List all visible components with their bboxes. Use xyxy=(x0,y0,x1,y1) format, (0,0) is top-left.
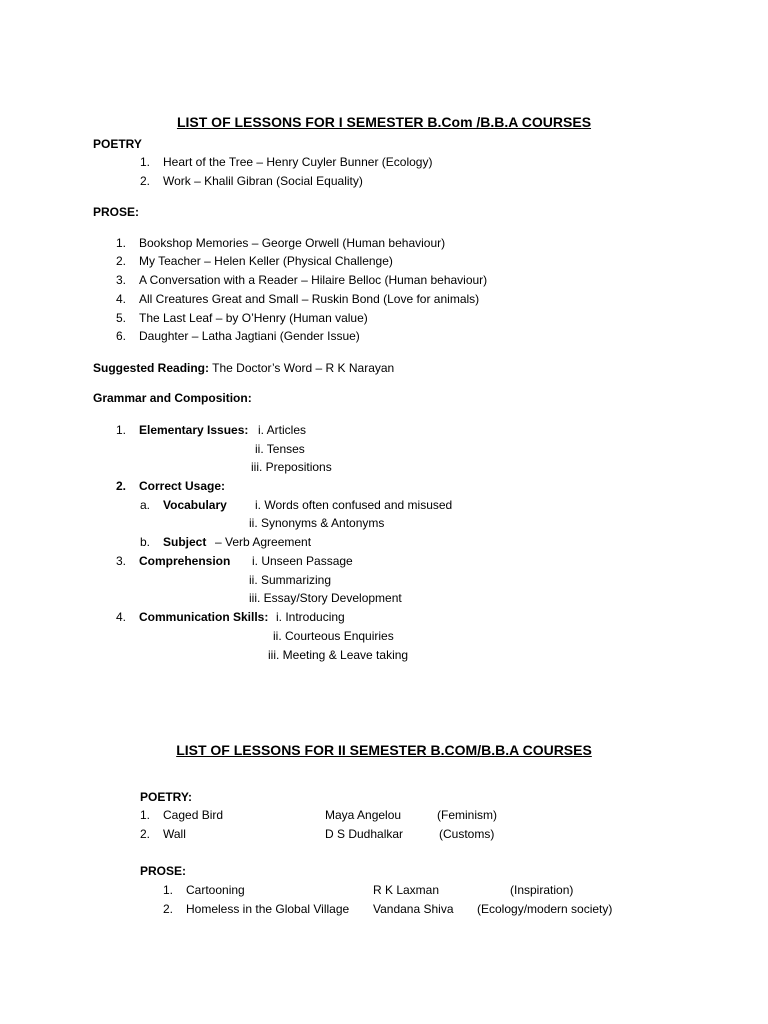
list-item-number: 1. xyxy=(116,423,127,437)
grammar-item-label: Elementary Issues: xyxy=(139,423,249,437)
list-item-author: R K Laxman xyxy=(373,883,440,897)
suggested-reading xyxy=(93,361,394,375)
list-item-number: 4. xyxy=(116,292,127,306)
list-item: All Creatures Great and Small – Ruskin Bond (Love for animals) xyxy=(139,292,480,306)
list-item-title: Caged Bird xyxy=(163,808,224,822)
sem1-poetry-heading: POETRY xyxy=(93,137,142,151)
list-item-number: 4. xyxy=(116,610,127,624)
list-item-number: 1. xyxy=(116,236,127,250)
list-item-number: 3. xyxy=(116,273,127,287)
grammar-subitem: i. Unseen Passage xyxy=(252,554,353,568)
list-item-number: 1. xyxy=(140,155,151,169)
grammar-item-label: Correct Usage: xyxy=(139,479,226,493)
grammar-subitem: iii. Essay/Story Development xyxy=(249,591,402,605)
list-item-author: D S Dudhalkar xyxy=(325,827,404,841)
sem2-prose-heading: PROSE: xyxy=(140,864,187,878)
grammar-item-label: Communication Skills: xyxy=(139,610,269,624)
grammar-heading: Grammar and Composition: xyxy=(93,391,252,405)
list-item-number: 1. xyxy=(163,883,174,897)
list-item-theme: (Feminism) xyxy=(437,808,497,822)
list-item-number: 2. xyxy=(163,902,174,916)
sem2-title: LIST OF LESSONS FOR II SEMESTER B.COM/B.B.A COURSES xyxy=(176,742,592,758)
grammar-subitem-label: Vocabulary xyxy=(163,498,227,512)
grammar-subitem-label: Subject xyxy=(163,535,207,549)
list-item-theme: (Inspiration) xyxy=(510,883,574,897)
list-item: Work – Khalil Gibran (Social Equality) xyxy=(163,174,363,188)
list-item-number: 1. xyxy=(140,808,151,822)
grammar-subitem: ii. Courteous Enquiries xyxy=(273,629,394,643)
list-item-number: 5. xyxy=(116,311,127,325)
grammar-subitem: iii. Meeting & Leave taking xyxy=(268,648,409,662)
list-item-number: 2. xyxy=(116,479,127,493)
grammar-subitem: ii. Synonyms & Antonyms xyxy=(249,516,385,530)
list-item-number: 6. xyxy=(116,329,127,343)
grammar-subitem: ii. Summarizing xyxy=(249,573,332,587)
grammar-subitem: i. Introducing xyxy=(276,610,345,624)
list-item: My Teacher – Helen Keller (Physical Challenge) xyxy=(139,254,393,268)
list-item-author: Maya Angelou xyxy=(325,808,402,822)
list-item: The Last Leaf – by O’Henry (Human value) xyxy=(139,311,368,325)
list-item-theme: (Ecology/modern society) xyxy=(477,902,613,916)
list-item-number: 2. xyxy=(116,254,127,268)
sem2-poetry-heading: POETRY: xyxy=(140,790,193,804)
suggested-reading-text: The Doctor’s Word – R K Narayan xyxy=(212,361,395,375)
grammar-subitem: i. Articles xyxy=(258,423,307,437)
list-item-letter: a. xyxy=(140,498,151,512)
list-item-theme: (Customs) xyxy=(439,827,495,841)
sem1-title: LIST OF LESSONS FOR I SEMESTER B.Com /B.B.A COURSES xyxy=(176,114,592,130)
list-item-letter: b. xyxy=(140,535,151,549)
list-item-author: Vandana Shiva xyxy=(373,902,454,916)
list-item: A Conversation with a Reader – Hilaire Belloc (Human behaviour) xyxy=(139,273,488,287)
sem1-prose-heading: PROSE: xyxy=(93,205,140,219)
grammar-subitem: ii. Tenses xyxy=(255,442,305,456)
suggested-reading-label: Suggested Reading: xyxy=(93,361,210,375)
list-item-number: 2. xyxy=(140,827,151,841)
grammar-subitem: i. Words often confused and misused xyxy=(255,498,453,512)
list-item: Heart of the Tree – Henry Cuyler Bunner (Ecology) xyxy=(163,155,433,169)
list-item-title: Cartooning xyxy=(186,883,245,897)
list-item: Daughter – Latha Jagtiani (Gender Issue) xyxy=(139,329,360,343)
grammar-subitem: iii. Prepositions xyxy=(251,460,332,474)
grammar-subitem: – Verb Agreement xyxy=(215,535,312,549)
list-item-number: 2. xyxy=(140,174,151,188)
list-item: Bookshop Memories – George Orwell (Human behaviour) xyxy=(139,236,446,250)
grammar-item-label: Comprehension xyxy=(139,554,231,568)
list-item-title: Homeless in the Global Village xyxy=(186,902,350,916)
list-item-title: Wall xyxy=(163,827,186,841)
list-item-number: 3. xyxy=(116,554,127,568)
